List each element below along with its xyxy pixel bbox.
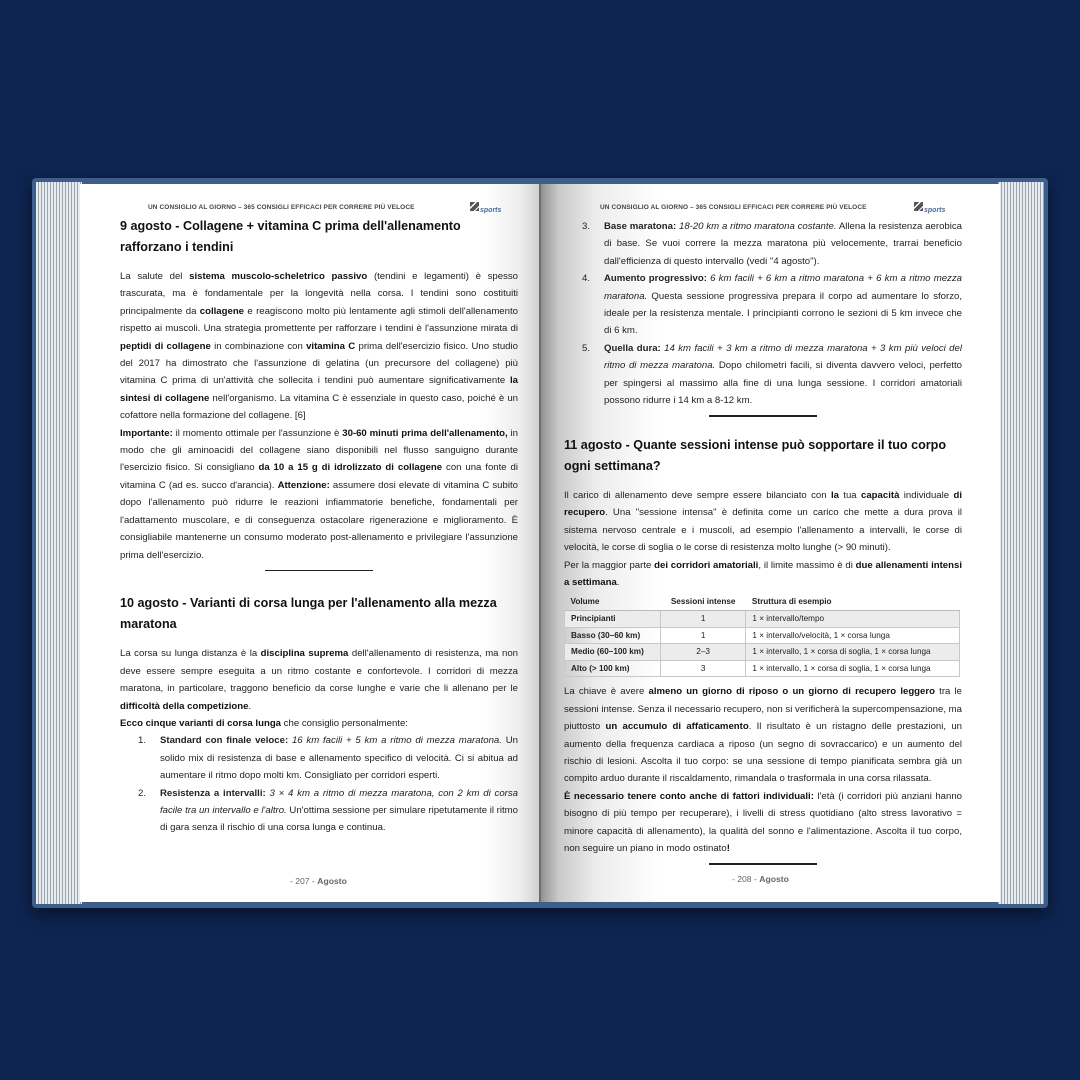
page-edges-left bbox=[36, 182, 82, 904]
table-cell: 1 × intervallo/velocità, 1 × corsa lunga bbox=[746, 627, 960, 644]
right-content bbox=[564, 218, 962, 873]
logo-text: sports bbox=[480, 207, 502, 214]
running-head: UN CONSIGLIO AL GIORNO – 365 CONSIGLI EFFICACI PER CORRERE PIÙ VELOCE bbox=[600, 204, 867, 211]
table-row bbox=[565, 660, 960, 677]
table-cell: Medio (60–100 km) bbox=[565, 644, 661, 661]
paragraph: Il carico di allenamento deve sempre essere bilanciato con la tua capacità individuale di recupero. Una "sessione intensa" è definita come un carico che mette a dura prova il sistema nervoso centrale e i muscoli, ad esempio l'allenamento a intervalli, le corse di velocità, le corse di soglia o le corse di resistenza molto lunghe (> 90 minuti). bbox=[564, 489, 963, 554]
table-cell: Basso (30–60 km) bbox=[565, 627, 661, 644]
section-divider bbox=[709, 863, 817, 865]
table-cell: 1 × intervallo, 1 × corsa di soglia, 1 × corsa lunga bbox=[746, 660, 960, 677]
page-edges-right bbox=[998, 182, 1044, 904]
page-number: - 208 - Agosto bbox=[732, 874, 789, 884]
page-number: - 207 - Agosto bbox=[290, 876, 347, 886]
table-cell: 1 bbox=[660, 627, 746, 644]
paragraph: La chiave è avere almeno un giorno di riposo o un giorno di recupero leggero tra le sessioni intense. Senza il necessario recupero, non si verificherà la supercompensazione, ma piuttosto un accumulo di affaticamento. Il risultato è un ristagno delle prestazioni, un aumento della frequenza cardiaca a riposo (un segno di sovraccarico) e un aumento del rischio di lesioni. Ascolta il tuo corpo: se una sessione di tempo pianificata sembra già un compito arduo durante il riscaldamento, rimandala o trasformala in una corsa rilassata. bbox=[564, 686, 962, 785]
table-header: Struttura di esempio bbox=[746, 593, 960, 611]
logo-icon bbox=[914, 202, 923, 211]
book-spine bbox=[539, 184, 541, 902]
table-row bbox=[565, 611, 960, 628]
left-content bbox=[120, 216, 518, 837]
paragraph: Importante: il momento ottimale per l'assunzione è 30-60 minuti prima dell'allenamento, in modo che gli aminoacidi del collagene siano disponibili nel flusso sanguigno durante l'esercizio fisico. Si consigliano da 10 a 15 g di idrolizzato di collagene con una fonte di vitamina C (ad es. succo d'arancia). Attenzione: assumere dosi elevate di vitamina C subito dopo l'allenamento può ridurre le reazioni infiammatorie benefiche, fondamentali per l'adattamento muscolare, e di conseguenza ostacolare rigenerazione e miglioramento. È consigliabile mantenerne un consumo moderato post-allenamento e privilegiare l'assunzione prima dell'esercizio. bbox=[120, 427, 518, 561]
table-cell: Alto (> 100 km) bbox=[565, 660, 661, 677]
section-divider bbox=[265, 570, 373, 572]
list-item: 1. Standard con finale veloce: 16 km facili + 5 km a ritmo di mezza maratona. Un solido mix di resistenza di base e allenamento specifico di velocità. Ci si abitua ad aumentare il ritmo dopo molti km. Consigliato per corridori esperti. bbox=[138, 735, 518, 782]
table-row bbox=[565, 627, 960, 644]
table-cell: Principianti bbox=[565, 611, 661, 628]
table-header: Volume bbox=[565, 593, 661, 611]
section-divider bbox=[709, 415, 817, 417]
paragraph: Ecco cinque varianti di corsa lunga che consiglio personalmente: bbox=[120, 718, 408, 730]
list-item: 5. Quella dura: 14 km facili + 3 km a ritmo di mezza maratona + 3 km più veloci del ritmo di mezza maratona. Dopo chilometri facili, si diventa davvero veloci, perfetto per spingersi al massimo alla fine di una lunga sessione. I corridori amatoriali possono ridurre i 14 km a 8-12 km. bbox=[582, 342, 963, 407]
table-cell: 3 bbox=[660, 660, 746, 677]
paragraph: La salute del sistema muscolo-scheletrico passivo (tendini e legamenti) è spesso trascurata, ma è fondamentale per la longevità nella corsa. I tendini sono costituiti principalmente da collagene e reagiscono molto più lentamente agli stimoli dell'allenamento rispetto ai muscoli. Una strategia promettente per rafforzare i tendini è l'assunzione mirata di peptidi di collagene in combinazione con vitamina C prima dell'esercizio fisico. Uno studio del 2017 ha dimostrato che l'assunzione di gelatina (un precursore del collagene) più vitamina C prima di un'attività che sollecita i tendini può aumentare significativamente la sintesi di collagene nell'organismo. La vitamina C è essenziale in questo caso, poiché è un cofattore nella formazione del collagene. [6] bbox=[120, 271, 519, 422]
table-cell: 1 bbox=[660, 611, 746, 628]
paragraph: Per la maggior parte dei corridori amatoriali, il limite massimo è di due allenamenti intensi a settimana. bbox=[564, 559, 962, 588]
table-row bbox=[565, 644, 960, 661]
paragraph: È necessario tenere conto anche di fattori individuali: l'età (i corridori più anziani hanno bisogno di più tempo per recuperare), i livelli di stress quotidiano (alto stress lavorativo = minore capacità di allenamento), la qualità del sonno e l'alimentazione. Ascolta il tuo corpo, non seguire un piano in modo ostinato! bbox=[564, 790, 962, 855]
table-cell: 2–3 bbox=[660, 644, 746, 661]
list-item: 4. Aumento progressivo: 6 km facili + 6 km a ritmo maratona + 6 km a ritmo mezza maratona. Questa sessione progressiva prepara il corpo ad aumentare lo sforzo, ideale per la resistenza mentale. I principianti corrono le sezioni di 5 km invece che di 6 km. bbox=[582, 273, 962, 337]
publisher-logo bbox=[470, 202, 504, 216]
section-title: 11 agosto - Quante sessioni intense può sopportare il tuo corpo ogni settimana? bbox=[564, 437, 947, 473]
table-cell: 1 × intervallo/tempo bbox=[746, 611, 960, 628]
volume-table bbox=[564, 593, 960, 677]
paragraph: La corsa su lunga distanza è la disciplina suprema dell'allenamento di resistenza, ma non deve essere sempre eseguita a un ritmo costante e confortevole. I corridori di mezza maratona, in particolare, traggono beneficio da corse lunghe e varie che li allenano per le difficoltà della competizione. bbox=[120, 648, 519, 712]
right-page bbox=[540, 184, 1000, 902]
left-page bbox=[80, 184, 540, 902]
logo-text: sports bbox=[924, 207, 946, 214]
logo-icon bbox=[470, 202, 479, 211]
section-title: 10 agosto - Varianti di corsa lunga per l'allenamento alla mezza maratona bbox=[120, 596, 497, 632]
table-header-row bbox=[565, 593, 960, 611]
list-item: 2. Resistenza a intervalli: 3 × 4 km a ritmo di mezza maratona, con 2 km di corsa facile tra un intervallo e l'altro. Un'ottima sessione per simulare ripetutamente il ritmo di gara senza il rischio di una corsa lunga e continua. bbox=[138, 787, 518, 834]
section-title: 9 agosto - Collagene + vitamina C prima dell'allenamento rafforzano i tendini bbox=[120, 219, 461, 254]
table-header: Sessioni intense bbox=[660, 593, 746, 611]
list-item: 3. Base maratona: 18-20 km a ritmo maratona costante. Allena la resistenza aerobica di base. Se vuoi correre la mezza maratona più velocemente, trarrai beneficio dall'efficienza di questo intervallo (vedi "4 agosto"). bbox=[582, 221, 963, 267]
table-cell: 1 × intervallo, 1 × corsa di soglia, 1 × corsa lunga bbox=[746, 644, 960, 661]
running-head: UN CONSIGLIO AL GIORNO – 365 CONSIGLI EFFICACI PER CORRERE PIÙ VELOCE bbox=[148, 204, 415, 211]
publisher-logo bbox=[914, 202, 948, 216]
